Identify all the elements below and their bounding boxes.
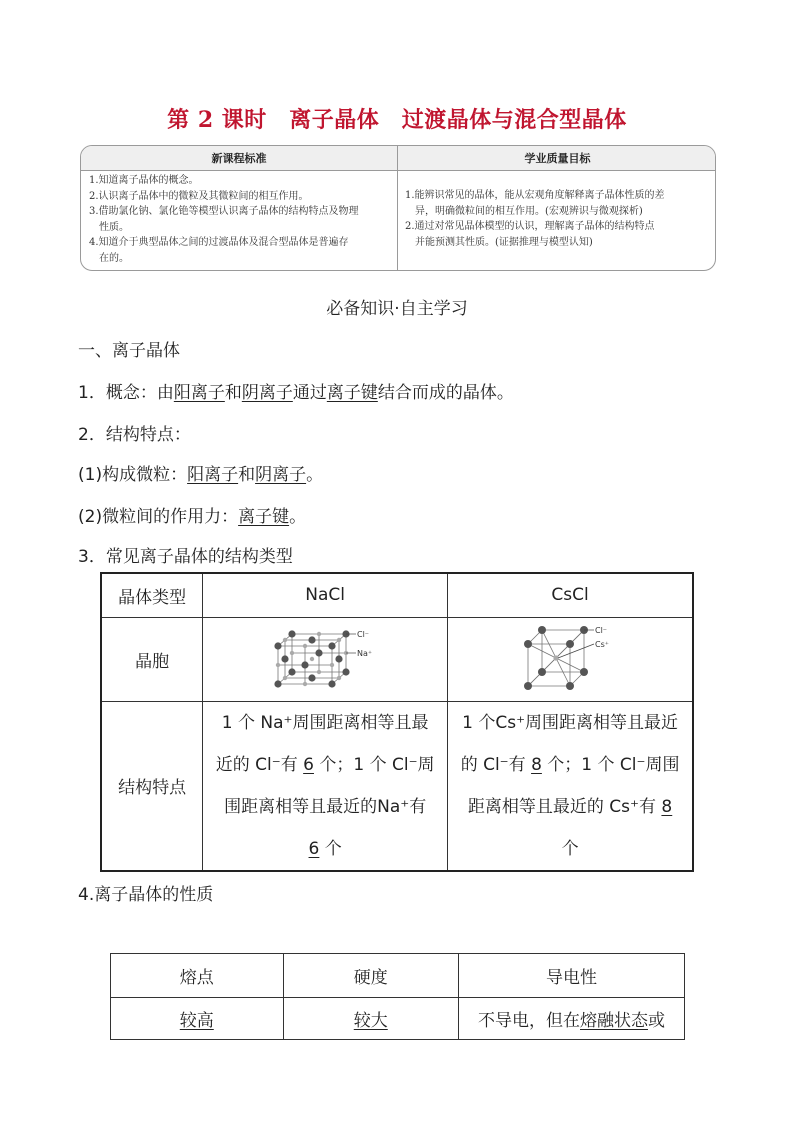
cscl-structure-desc: 1 个Cs⁺周围距离相等且最近 的 Cl⁻有 8 个；1 个 Cl⁻周围 距离相等且最近的 Cs⁺有 8 个 [448,701,693,871]
structure-heading: 2．结构特点： [78,425,191,445]
heading-ionic-crystal: 一、离子晶体 [78,341,180,361]
row-label: 晶胞 [101,617,203,701]
types-heading: 3．常见离子晶体的结构类型 [78,547,293,567]
cscl-cl-label: Cl⁻ [595,625,608,635]
standards-divider [397,146,398,270]
particles-paragraph: (1)构成微粒：阳离子和阴离子。 [78,465,324,485]
cscl-unit-cell-diagram [520,622,620,692]
nacl-cl-label: Cl⁻ [357,629,370,639]
table-header-cell: 导电性 [459,954,685,998]
properties-table [110,953,685,1040]
nacl-na-label: Na⁺ [357,648,373,658]
standard-item: 4.知道介于典型晶体之间的过渡晶体及混合型晶体是普遍存 [89,237,349,248]
standards-right-header: 学业质量目标 [524,152,591,165]
standards-left-list [89,173,395,266]
table-header-cell: 熔点 [111,954,284,998]
table-header-cell: 硬度 [283,954,458,998]
table-header-cell: 晶体类型 [101,573,203,617]
concept-paragraph: 1．概念：由阳离子和阴离子通过离子键结合而成的晶体。 [78,383,514,403]
standards-right-list [405,188,713,250]
cscl-cs-label: Cs⁺ [595,639,610,649]
section-title: 必备知识·自主学习 [326,299,468,319]
page-title: 第 2 课时 离子晶体 过渡晶体与混合型晶体 [167,107,627,133]
conductivity-value: 不导电，但在熔融状态或 [459,998,685,1040]
nacl-cell [203,617,448,701]
crystal-types-table [100,572,694,872]
table-header-cell: CsCl [448,573,693,617]
standard-item: 3.借助氯化钠、氯化铯等模型认识离子晶体的结构特点及物理 [89,206,359,217]
standard-item: 性质。 [89,221,129,233]
nacl-unit-cell-diagram [270,624,380,690]
quality-item: 2.通过对常见晶体模型的认识，理解离子晶体的结构特点 [405,221,655,232]
standards-header [81,146,715,171]
standard-item: 在的。 [89,252,129,264]
row-label: 结构特点 [101,701,203,871]
hardness-value: 较大 [283,998,458,1040]
table-header-cell: NaCl [203,573,448,617]
quality-item: 异，明确微粒间的相互作用。(宏观辨识与微观探析) [405,205,643,217]
properties-heading: 4.离子晶体的性质 [78,885,214,905]
standards-box [80,145,716,271]
quality-item: 并能预测其性质。(证据推理与模型认知) [405,236,593,248]
cscl-cell [448,617,693,701]
standards-left-header: 新课程标准 [211,152,267,165]
nacl-structure-desc: 1 个 Na⁺周围距离相等且最 近的 Cl⁻有 6 个；1 个 Cl⁻周 围距离相等且最近的Na⁺有 6 个 [203,701,448,871]
standard-item: 2.认识离子晶体中的微粒及其微粒间的相互作用。 [89,190,309,202]
quality-item: 1.能辨识常见的晶体，能从宏观角度解释离子晶体性质的差 [405,190,665,201]
melting-point-value: 较高 [111,998,284,1040]
force-paragraph: (2)微粒间的作用力：离子键。 [78,507,307,527]
standard-item: 1.知道离子晶体的概念。 [89,175,199,186]
